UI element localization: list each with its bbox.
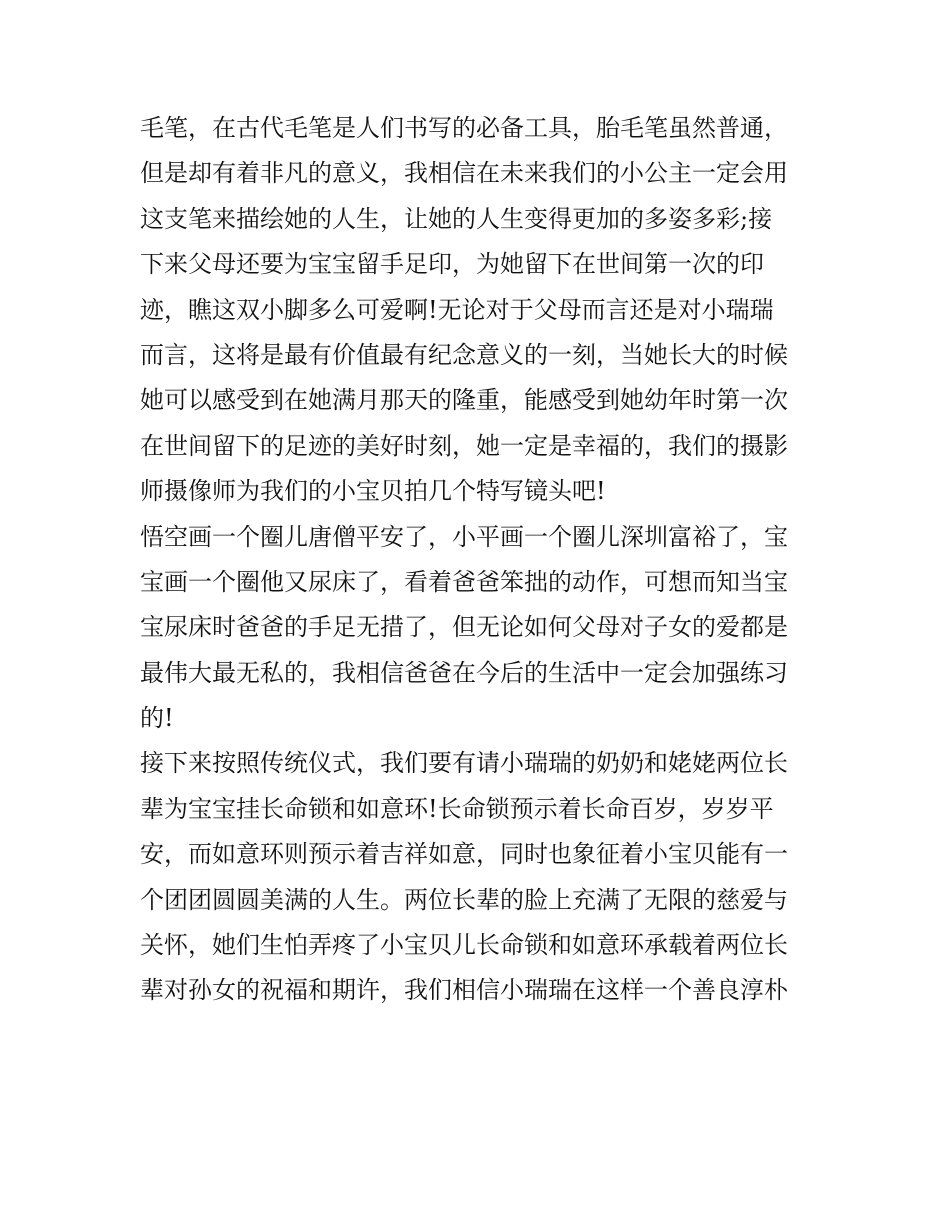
text-line: 悟空画一个圈儿唐僧平安了，小平画一个圈儿深圳富裕了，宝 <box>140 522 788 551</box>
text-line: 辈为宝宝挂长命锁和如意环!长命锁预示着长命百岁，岁岁平 <box>140 794 774 823</box>
text-line: 师摄像师为我们的小宝贝拍几个特写镜头吧! <box>140 477 606 506</box>
text-line: 而言，这将是最有价值最有纪念意义的一刻，当她长大的时候 <box>140 340 788 369</box>
text-line: 最伟大最无私的，我相信爸爸在今后的生活中一定会加强练习 <box>140 658 788 687</box>
text-line: 的! <box>140 704 174 733</box>
text-line: 宝尿床时爸爸的手足无措了，但无论如何父母对子女的爱都是 <box>140 613 788 642</box>
text-line: 辈对孙女的祝福和期许，我们相信小瑞瑞在这样一个善良淳朴 <box>140 976 788 1005</box>
text-line: 迹，瞧这双小脚多么可爱啊!无论对于父母而言还是对小瑞瑞 <box>140 295 774 324</box>
text-line: 安，而如意环则预示着吉祥如意，同时也象征着小宝贝能有一 <box>140 840 788 869</box>
text-line: 宝画一个圈他又尿床了，看着爸爸笨拙的动作，可想而知当宝 <box>140 567 788 596</box>
text-line: 毛笔，在古代毛笔是人们书写的必备工具，胎毛笔虽然普通， <box>140 114 788 142</box>
document-body <box>140 106 820 1014</box>
text-line: 接下来按照传统仪式，我们要有请小瑞瑞的奶奶和姥姥两位长 <box>140 749 788 778</box>
text-line: 她可以感受到在她满月那天的隆重，能感受到她幼年时第一次 <box>140 386 788 415</box>
text-line: 关怀，她们生怕弄疼了小宝贝儿长命锁和如意环承载着两位长 <box>140 931 788 960</box>
text-line: 个团团圆圆美满的人生。两位长辈的脸上充满了无限的慈爱与 <box>140 885 788 914</box>
text-line: 在世间留下的足迹的美好时刻，她一定是幸福的，我们的摄影 <box>140 431 788 460</box>
text-line: 这支笔来描绘她的人生，让她的人生变得更加的多姿多彩;接 <box>140 204 773 233</box>
text-line: 但是却有着非凡的意义，我相信在未来我们的小公主一定会用 <box>140 159 788 188</box>
text-line: 下来父母还要为宝宝留手足印，为她留下在世间第一次的印 <box>140 250 764 279</box>
